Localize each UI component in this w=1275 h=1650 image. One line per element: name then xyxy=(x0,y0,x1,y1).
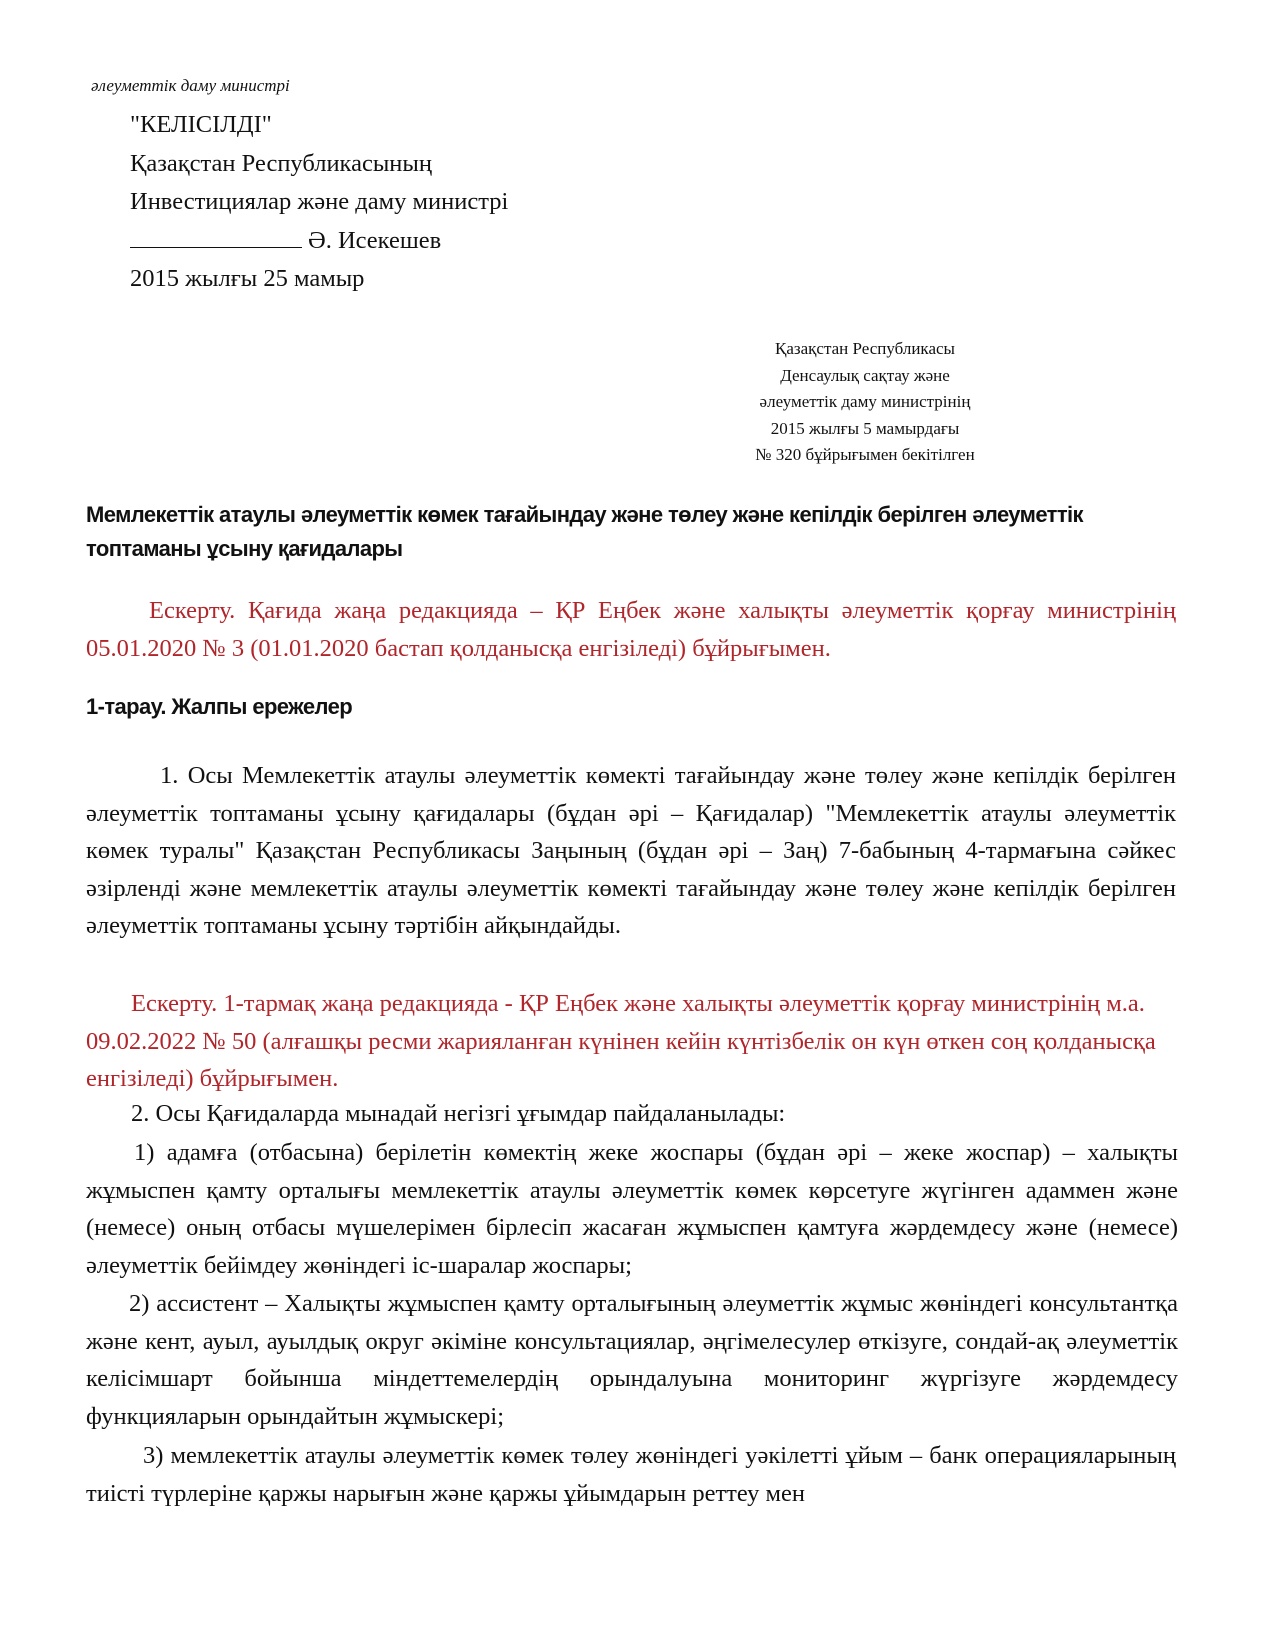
document-title: Мемлекеттік атаулы әлеуметтік көмек тағайындау және төлеу және кепілдік берілген әлеуметтік топтаманы ұсыну қағидалары xyxy=(86,502,1083,561)
approved-by-line3: әлеуметтік даму министрінің xyxy=(759,392,971,411)
definition-item-3: 3) мемлекеттік атаулы әлеуметтік көмек төлеу жөніндегі уәкілетті ұйым – банк операцияларының тиісті түрлеріне қаржы нарығын және қаржы ұйымдарын реттеу мен xyxy=(86,1442,1176,1507)
note-2: Ескерту. 1-тармақ жаңа редакцияда - ҚР Еңбек және халықты әлеуметтік қорғау министрінің м.а. 09.02.2022 № 50 (алғашқы ресми жарияланған күнінен кейін күнтізбелік он күн өткен соң қолданысқа енгізіледі) бұйрығымен. xyxy=(86,990,1156,1092)
approval-block xyxy=(130,106,508,299)
approval-agreed: "КЕЛІСІЛДІ" xyxy=(130,111,272,138)
approved-by-line2: Денсаулық сақтау және xyxy=(780,365,950,385)
signature-blank xyxy=(130,225,302,248)
approved-by-line4: 2015 жылғы 5 мамырдағы xyxy=(770,418,960,438)
approval-line2: Инвестициялар және даму министрі xyxy=(130,188,509,215)
definition-item-1: 1) адамға (отбасына) берілетін көмектің жеке жоспары (бұдан әрі – жеке жоспар) – халықты жұмыспен қамту орталығы мемлекеттік атаулы әлеуметтік көмек көрсетуге жүгінген адаммен және (немесе) оның отбасы мүшелерімен бірлесіп жасаған жұмыспен қамтуға жәрдемдесу және (немесе) әлеуметтік бейімдеу жөніндегі іс-шаралар жоспары; xyxy=(86,1139,1178,1279)
chapter-heading: 1-тарау. Жалпы ережелер xyxy=(86,694,353,719)
approval-signature-line xyxy=(130,222,508,261)
approved-by-line5: № 320 бұйрығымен бекітілген xyxy=(755,445,975,464)
paragraph-1: 1. Осы Мемлекеттік атаулы әлеуметтік көмекті тағайындау және төлеу және кепілдік берілген әлеуметтік топтаманы ұсыну қағидалары (бұдан әрі – Қағидалар) "Мемлекеттік атаулы әлеуметтік көмек туралы" Қазақстан Республикасы Заңының (бұдан әрі – Заң) 7-бабының 4-тармағына сәйкес әзірленді және мемлекеттік атаулы әлеуметтік көмекті тағайындау және төлеу және кепілдік берілген әлеуметтік топтаманы ұсыну тәртібін айқындайды. xyxy=(86,762,1176,939)
definition-item-2: 2) ассистент – Халықты жұмыспен қамту орталығының әлеуметтік жұмыс жөніндегі консультантқа және кент, ауыл, ауылдық округ әкіміне консультациялар, әңгімелесулер өткізуге, сондай-ақ әлеуметтік келісімшарт бойынша міндеттемелердің орындалуына мониторинг жүргізуге жәрдемдесу функцияларын орындайтын жұмыскері; xyxy=(86,1290,1178,1430)
approved-by-line1: Қазақстан Республикасы xyxy=(775,339,955,358)
approval-signatory: Ә. Исекешев xyxy=(308,226,442,254)
approval-date: 2015 жылғы 25 мамыр xyxy=(130,265,365,292)
note-1: Ескерту. Қағида жаңа редакцияда – ҚР Еңбек және халықты әлеуметтік қорғау министрінің 05.01.2020 № 3 (01.01.2020 бастап қолданысқа енгізіледі) бұйрығымен. xyxy=(86,597,1176,662)
paragraph-2: 2. Осы Қағидаларда мынадай негізгі ұғымдар пайдаланылады: xyxy=(131,1100,786,1127)
approval-line1: Қазақстан Республикасының xyxy=(130,149,432,177)
ministry-fragment: әлеуметтік даму министрі xyxy=(91,76,290,95)
approved-by-block xyxy=(700,336,1030,469)
